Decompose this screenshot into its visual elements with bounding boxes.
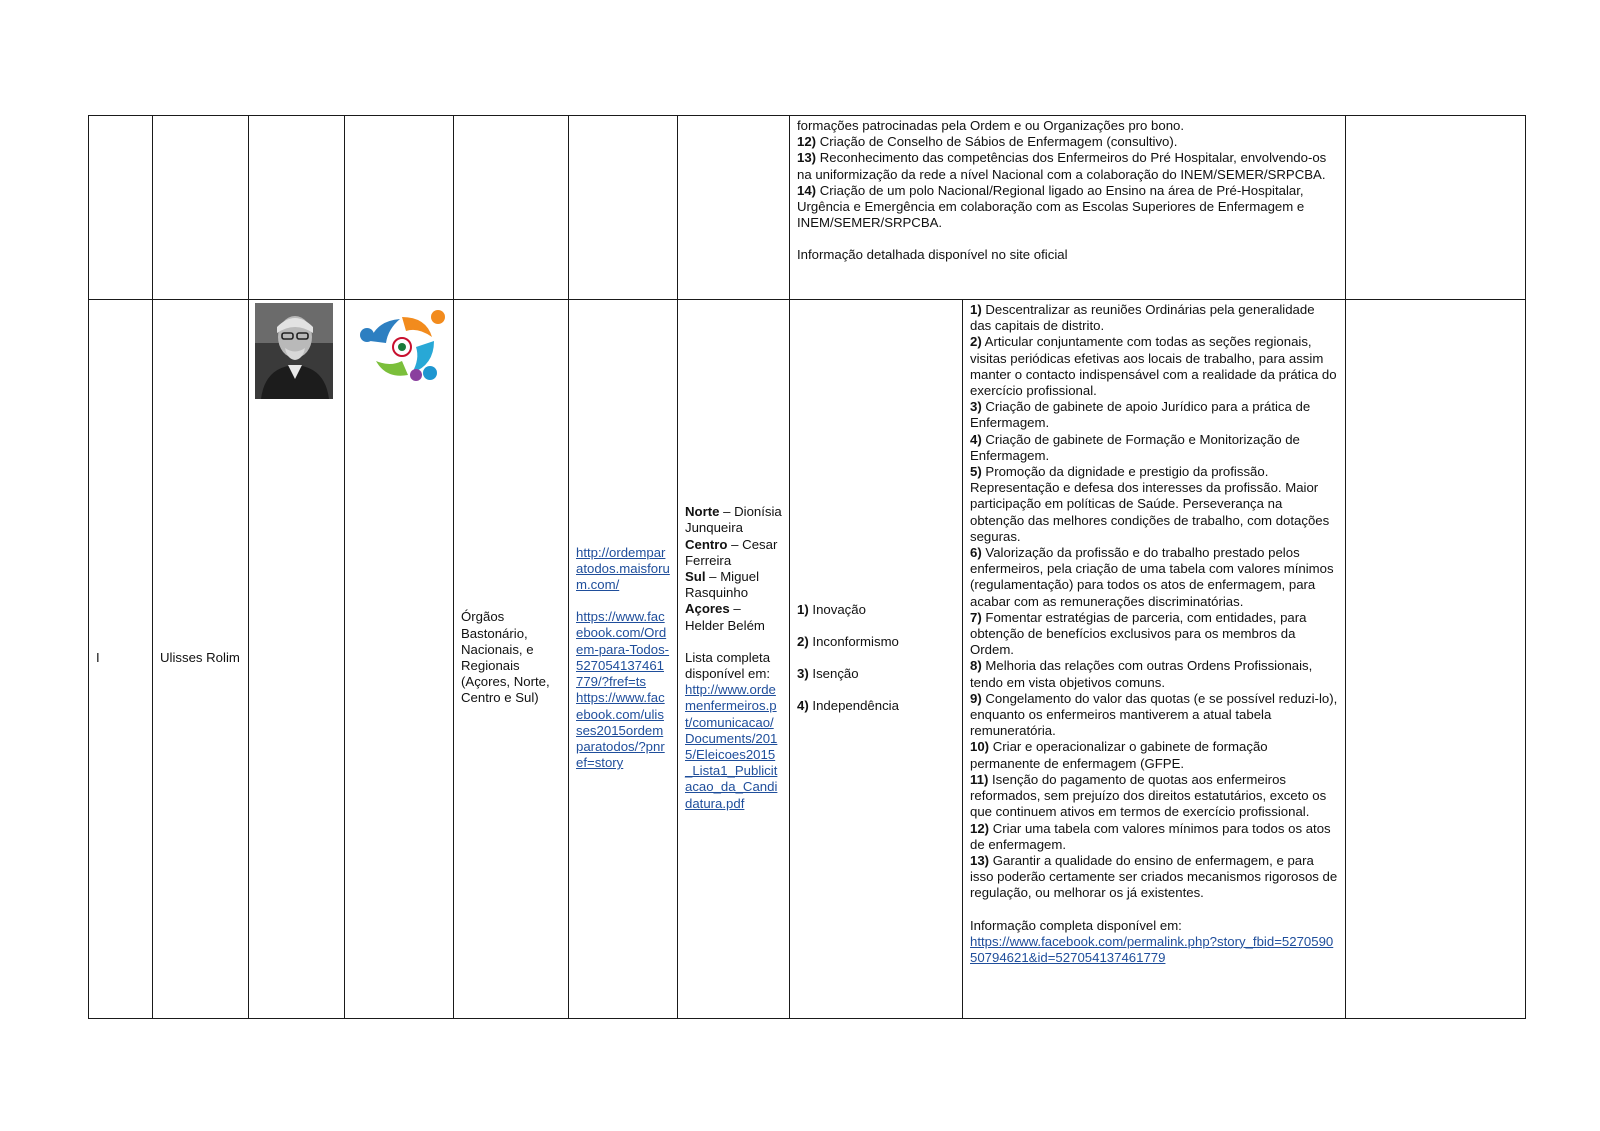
item-number: 12) — [970, 820, 990, 836]
item-text: Isenção do pagamento de quotas aos enfermeiros reformados, sem prejuízo dos direitos estatutários, exceto os que continuem ativos em termos de exercício profissional. — [970, 771, 1327, 820]
item-text: formações patrocinadas pela Ordem e ou Organizações pro bono. — [797, 118, 1185, 133]
region-name: Açores — [685, 601, 730, 617]
info-text: Informação detalhada disponível no site oficial — [797, 247, 1068, 263]
item-text: Promoção da dignidade e prestigio da profissão. Representação e defesa dos interesses da profissão. Maior participação em políticas de Saúde. Perseverança na obtenção das melhores condições de trabalho, com dotações seguras. — [970, 464, 1330, 544]
item-number: 2) — [970, 334, 982, 350]
forum-link[interactable]: http://ordemparatodos.maisforum.com/ — [576, 544, 670, 593]
item-number: 4) — [970, 431, 982, 447]
item-number: 6) — [970, 545, 982, 561]
candidate-name: Ulisses Rolim — [153, 300, 249, 1019]
list-item — [970, 545, 1338, 610]
values-cell — [790, 300, 963, 1019]
empty-cell — [678, 116, 790, 300]
region-name: Norte — [685, 504, 720, 520]
item-number: 9) — [970, 690, 982, 706]
item-number: 1) — [797, 601, 809, 617]
regions-cell — [678, 300, 790, 1019]
photo-cell — [249, 300, 345, 1019]
empty-cell — [1346, 116, 1526, 300]
item-number: 12) — [797, 134, 817, 150]
organs-text: Órgãos Bastonário, Nacionais, e Regionais (Açores, Norte, Centro e Sul) — [454, 300, 569, 1019]
region-person: Helder Belém — [685, 617, 765, 633]
proposals-list — [970, 302, 1338, 902]
proposals-cell — [790, 116, 1346, 300]
item-text: Criação de um polo Nacional/Regional ligado ao Ensino na área de Pré-Hospitalar, Urgência e Emergência em colaboração com as Escolas Superiores de Enfermagem e INEM/SEMER/SRPCBA. — [797, 182, 1305, 231]
item-text: Fomentar estratégias de parceria, com entidades, para obtenção de benefícios exclusivos para os membros da Ordem. — [970, 609, 1307, 658]
empty-cell — [454, 116, 569, 300]
empty-cell — [1346, 300, 1526, 1019]
item-text: Criação de gabinete de apoio Jurídico para a prática de Enfermagem. — [970, 399, 1311, 431]
list-item — [970, 853, 1338, 902]
item-text: Congelamento do valor das quotas (e se possível reduzi-lo), enquanto os enfermeiros mantiverem a atual tabela remuneratória. — [970, 690, 1338, 739]
info-text: Informação completa disponível em: — [970, 917, 1182, 933]
list-id: I — [89, 300, 153, 1019]
list-item — [970, 399, 1338, 431]
region-item: Norte – Dionísia Junqueira — [685, 504, 782, 536]
empty-cell — [249, 116, 345, 300]
item-text: Criação de Conselho de Sábios de Enfermagem (consultivo). — [819, 134, 1178, 150]
list-link[interactable]: http://www.ordemenfermeiros.pt/comunicacao/Documents/2015/Eleicoes2015_Lista1_Publicitacao_da_Candidatura.pdf — [685, 682, 778, 811]
item-number: 13) — [970, 852, 990, 868]
region-person: Dionísia Junqueira — [685, 504, 782, 536]
logo-cell — [345, 300, 454, 1019]
item-number: 3) — [797, 666, 809, 681]
region-name: Centro — [685, 536, 728, 552]
list-item — [970, 302, 1338, 334]
list-item — [970, 464, 1338, 545]
item-number: 2) — [797, 633, 809, 649]
table-row — [89, 116, 1526, 300]
region-item: Centro – Cesar Ferreira — [685, 536, 778, 568]
facebook-profile-link[interactable]: https://www.facebook.com/ulisses2015ordemparatodos/?pnref=story — [576, 690, 665, 771]
empty-cell — [569, 116, 678, 300]
value-item — [797, 634, 955, 650]
region-name: Sul — [685, 568, 706, 584]
list-item — [970, 739, 1338, 771]
item-number: 7) — [970, 609, 982, 625]
item-text: Descentralizar as reuniões Ordinárias pela generalidade das capitais de distrito. — [970, 302, 1315, 334]
item-text: Inovação — [812, 601, 866, 617]
item-number: 4) — [797, 698, 809, 714]
value-item — [797, 666, 955, 682]
region-person: Cesar Ferreira — [685, 536, 778, 568]
regions-list — [685, 504, 782, 634]
value-item — [797, 698, 955, 714]
list-item — [797, 150, 1338, 182]
item-number: 13) — [797, 150, 817, 166]
item-text: Independência — [812, 698, 899, 714]
ordem-para-todos-logo-icon — [356, 303, 446, 383]
item-text: Garantir a qualidade do ensino de enfermagem, e para isso poderão certamente ser criados mecanismos rigorosos de regulação, ou melhorar os já existentes. — [970, 852, 1338, 901]
proposals-list — [797, 118, 1338, 231]
values-list — [797, 602, 955, 715]
list-text: Lista completa disponível em: — [685, 649, 771, 681]
list-item — [970, 658, 1338, 690]
item-number: 8) — [970, 658, 982, 674]
item-number: 10) — [970, 739, 990, 755]
item-number: 14) — [797, 182, 817, 198]
item-number: 1) — [970, 302, 982, 317]
candidates-table — [88, 115, 1526, 1019]
links-cell — [569, 300, 678, 1019]
value-item — [797, 602, 955, 618]
empty-cell — [345, 116, 454, 300]
item-text: Melhoria das relações com outras Ordens Profissionais, tendo em vista objetivos comuns. — [970, 658, 1313, 690]
region-person: Miguel Rasquinho — [685, 568, 760, 601]
proposals-cell — [963, 300, 1346, 1019]
item-text: Criar e operacionalizar o gabinete de formação permanente de enfermagem (GFPE. — [970, 739, 1268, 771]
item-text: Isenção — [812, 666, 859, 681]
item-text: Reconhecimento das competências dos Enfermeiros do Pré Hospitalar, envolvendo-os na uniformização da rede a nível Nacional com a colaboração do INEM/SEMER/SRPCBA. — [797, 150, 1327, 182]
spacer — [797, 650, 955, 666]
item-text: Articular conjuntamente com todas as seções regionais, visitas periódicas efetivas aos locais de trabalho, para assim manter o contacto indispensável com a realidade da prática do exercício profissional. — [970, 334, 1337, 399]
list-item — [970, 334, 1338, 399]
list-item — [970, 432, 1338, 464]
list-item — [797, 118, 1338, 134]
empty-cell — [153, 116, 249, 300]
table-row — [89, 300, 1526, 1019]
list-item — [797, 134, 1338, 150]
item-text: Inconformismo — [812, 633, 899, 649]
facebook-page-link[interactable]: https://www.facebook.com/Ordem-para-Todos-527054137461779/?fref=ts — [576, 609, 670, 690]
item-text: Criação de gabinete de Formação e Monitorização de Enfermagem. — [970, 431, 1300, 463]
list-item — [797, 183, 1338, 232]
list-item — [970, 821, 1338, 853]
list-item — [970, 772, 1338, 821]
item-number: 3) — [970, 399, 982, 415]
info-link[interactable]: https://www.facebook.com/permalink.php?story_fbid=527059050794621&id=527054137461779 — [970, 933, 1334, 965]
empty-cell — [89, 116, 153, 300]
candidate-photo-icon — [255, 303, 333, 399]
item-number: 11) — [970, 771, 989, 787]
item-text: Criar uma tabela com valores mínimos para todos os atos de enfermagem. — [970, 820, 1331, 852]
list-item — [970, 610, 1338, 659]
list-item — [970, 691, 1338, 740]
item-text: Valorização da profissão e do trabalho prestado pelos enfermeiros, pela criação de uma tabela com valores mínimos (regulamentação) para todos os atos de enfermagem, para acabar com as remunerações discriminatórias. — [970, 545, 1334, 609]
spacer — [797, 682, 955, 698]
region-item: Sul – Miguel Rasquinho — [685, 568, 760, 601]
item-number: 5) — [970, 464, 982, 480]
region-item: Açores – Helder Belém — [685, 601, 765, 633]
spacer — [797, 618, 955, 634]
